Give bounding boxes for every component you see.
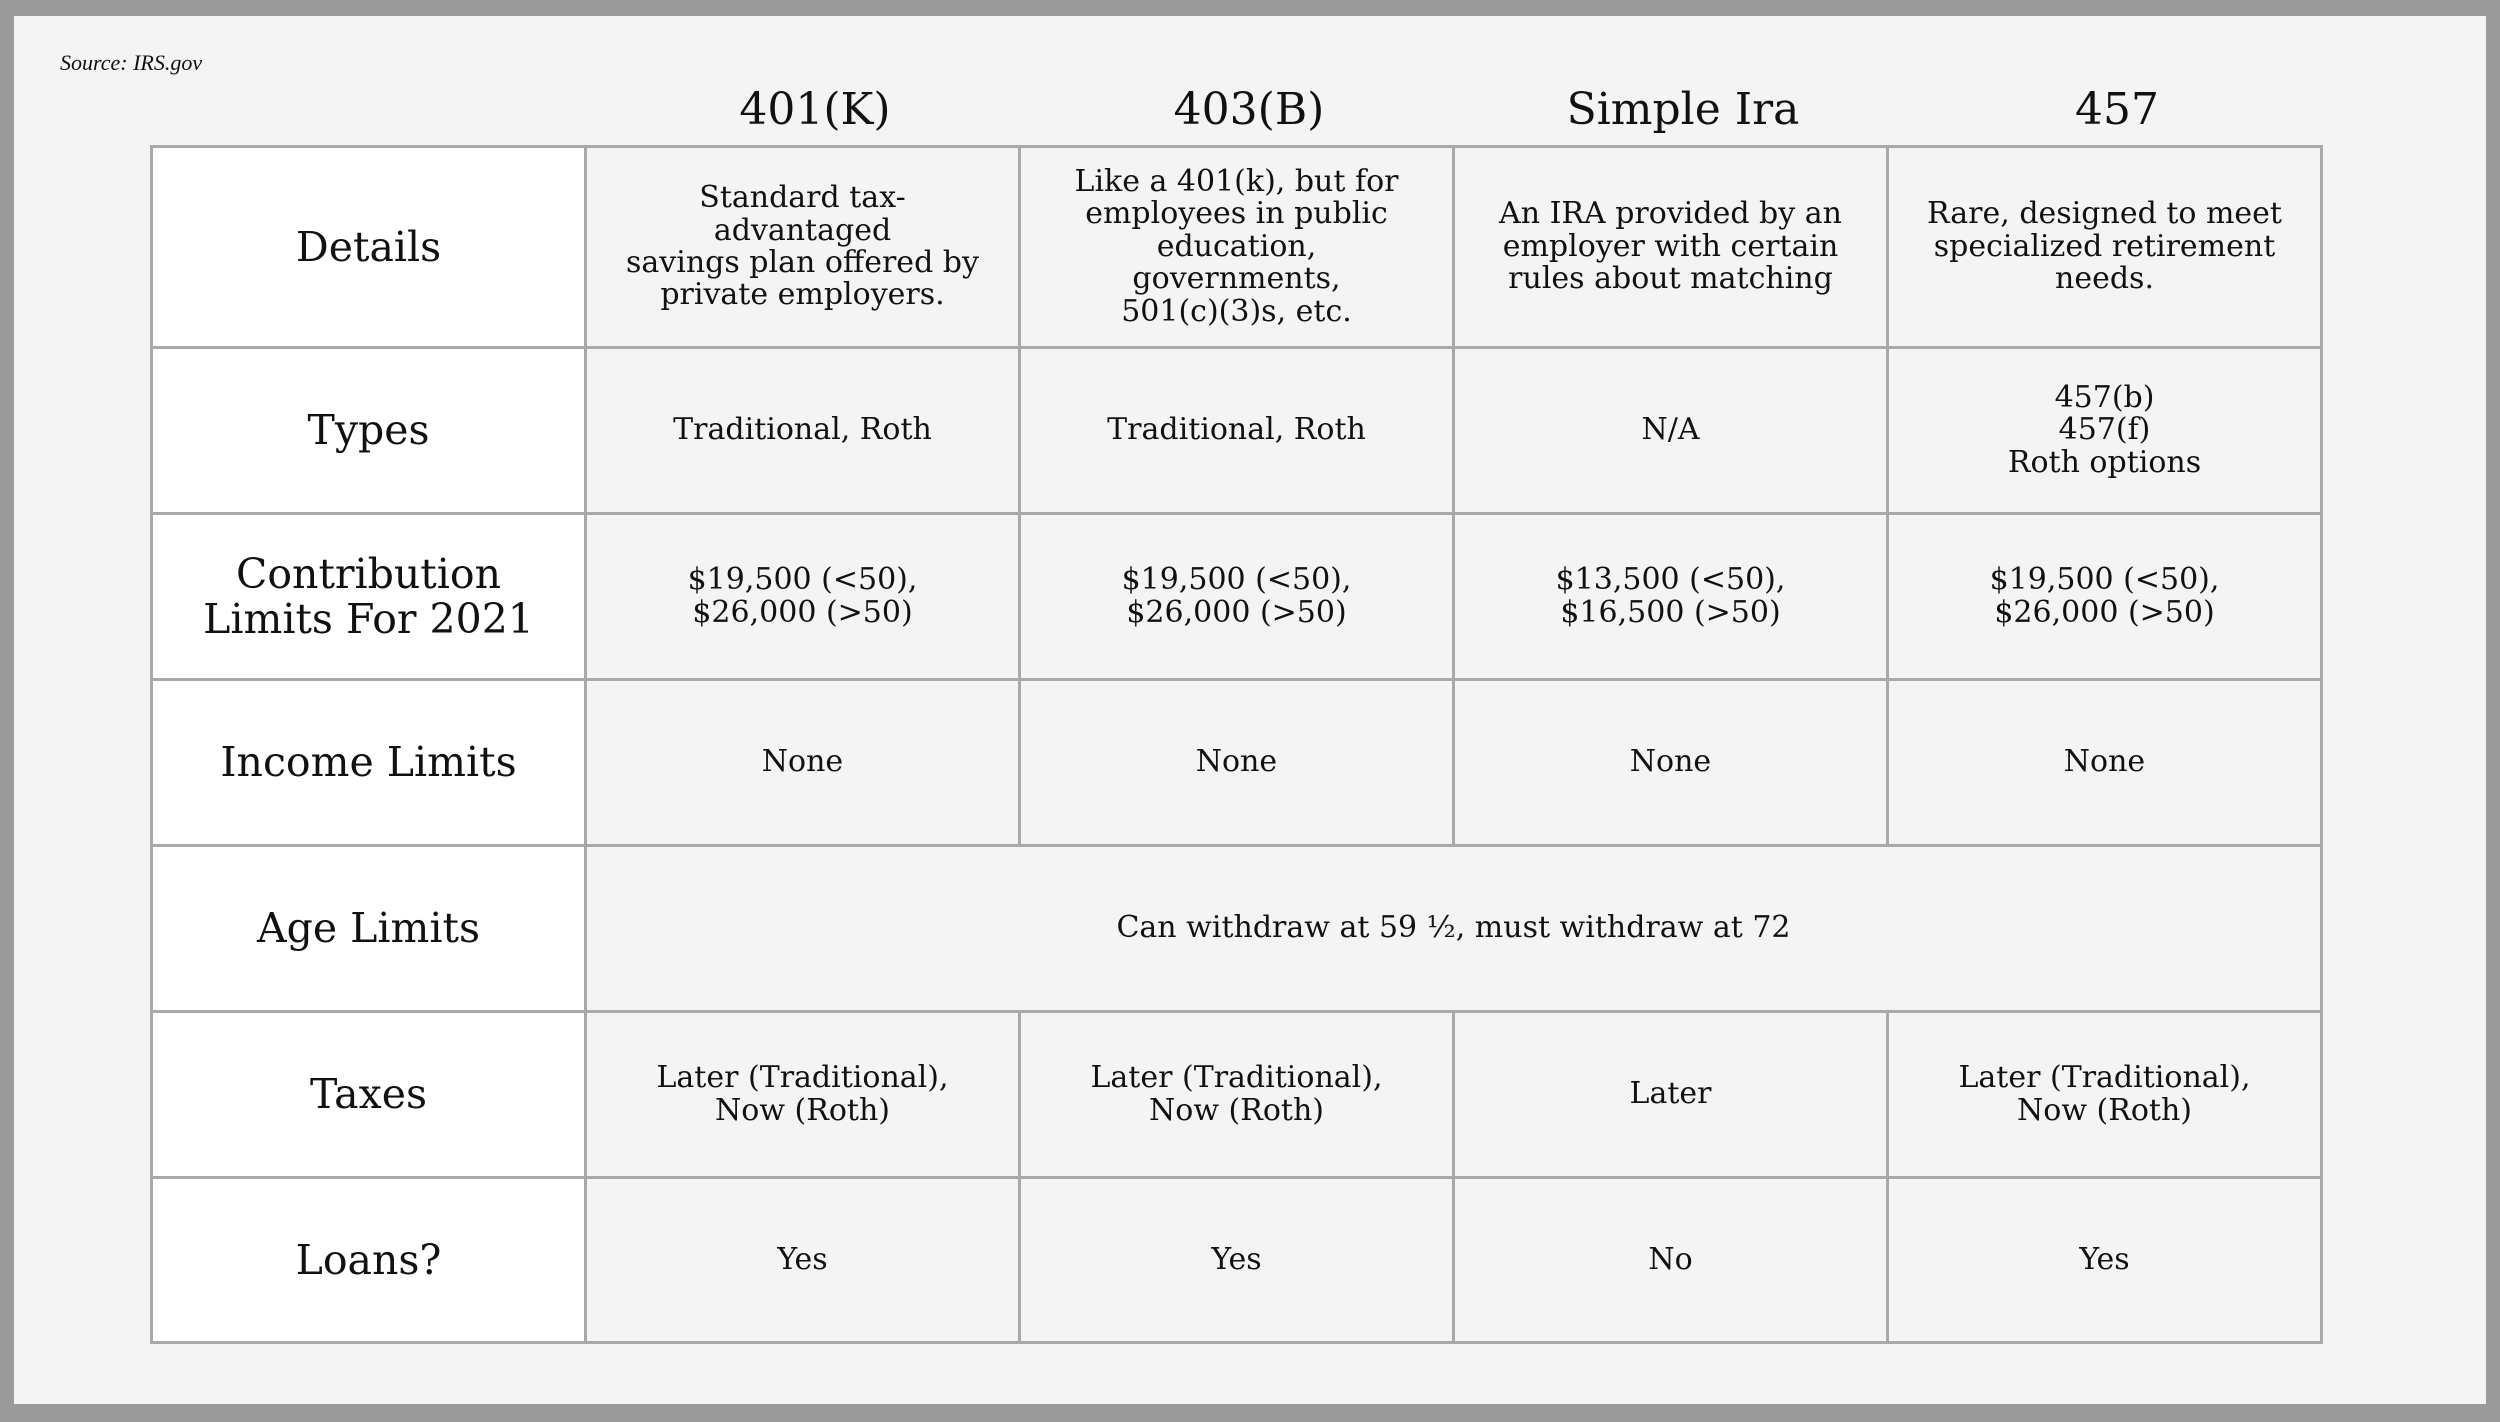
table-cell: Yes (1888, 1178, 2322, 1343)
table-row-types (152, 348, 2322, 514)
row-label-contribution-limits: Contribution Limits For 2021 (152, 514, 586, 680)
row-label-details: Details (152, 147, 586, 348)
table-cell: N/A (1454, 348, 1888, 514)
source-note: Source: IRS.gov (60, 50, 203, 75)
table-row-taxes (152, 1012, 2322, 1178)
table-row-loans (152, 1178, 2322, 1343)
row-label-income-limits: Income Limits (152, 680, 586, 846)
table-cell: Rare, designed to meet specialized retirement needs. (1888, 147, 2322, 348)
table-row-age-limits (152, 846, 2322, 1012)
table-cell: $13,500 (<50), $16,500 (>50) (1454, 514, 1888, 680)
table-cell: 457(b) 457(f) Roth options (1888, 348, 2322, 514)
comparison-table (150, 145, 2323, 1344)
table-cell: $19,500 (<50), $26,000 (>50) (1888, 514, 2322, 680)
column-header-403b: 403(B) (1173, 83, 1325, 135)
table-cell: Standard tax-advantaged savings plan offered by private employers. (586, 147, 1020, 348)
table-row-contribution-limits (152, 514, 2322, 680)
row-label-taxes: Taxes (152, 1012, 586, 1178)
table-cell: Later (Traditional), Now (Roth) (1020, 1012, 1454, 1178)
column-header-simple-ira: Simple Ira (1566, 83, 1800, 135)
table-cell: None (1888, 680, 2322, 846)
table-row-details (152, 147, 2322, 348)
table-cell: No (1454, 1178, 1888, 1343)
column-header-457: 457 (2075, 83, 2159, 135)
table-cell-merged: Can withdraw at 59 ½, must withdraw at 72 (586, 846, 2322, 1012)
table-cell: Yes (586, 1178, 1020, 1343)
column-header-401k: 401(K) (739, 83, 891, 135)
table-cell: $19,500 (<50), $26,000 (>50) (586, 514, 1020, 680)
column-headers (598, 64, 2334, 154)
table-cell: None (586, 680, 1020, 846)
row-label-types: Types (152, 348, 586, 514)
table-cell: Like a 401(k), but for employees in public education, governments, 501(c)(3)s, etc. (1020, 147, 1454, 348)
table-cell: None (1454, 680, 1888, 846)
table-cell: Later (1454, 1012, 1888, 1178)
table-row-income-limits (152, 680, 2322, 846)
table-cell: $19,500 (<50), $26,000 (>50) (1020, 514, 1454, 680)
table-cell: Later (Traditional), Now (Roth) (586, 1012, 1020, 1178)
table-cell: Traditional, Roth (586, 348, 1020, 514)
table-cell: Traditional, Roth (1020, 348, 1454, 514)
row-label-age-limits: Age Limits (152, 846, 586, 1012)
table-cell: An IRA provided by an employer with certain rules about matching (1454, 147, 1888, 348)
table-cell: Yes (1020, 1178, 1454, 1343)
table-cell: None (1020, 680, 1454, 846)
row-label-loans: Loans? (152, 1178, 586, 1343)
table-cell: Later (Traditional), Now (Roth) (1888, 1012, 2322, 1178)
